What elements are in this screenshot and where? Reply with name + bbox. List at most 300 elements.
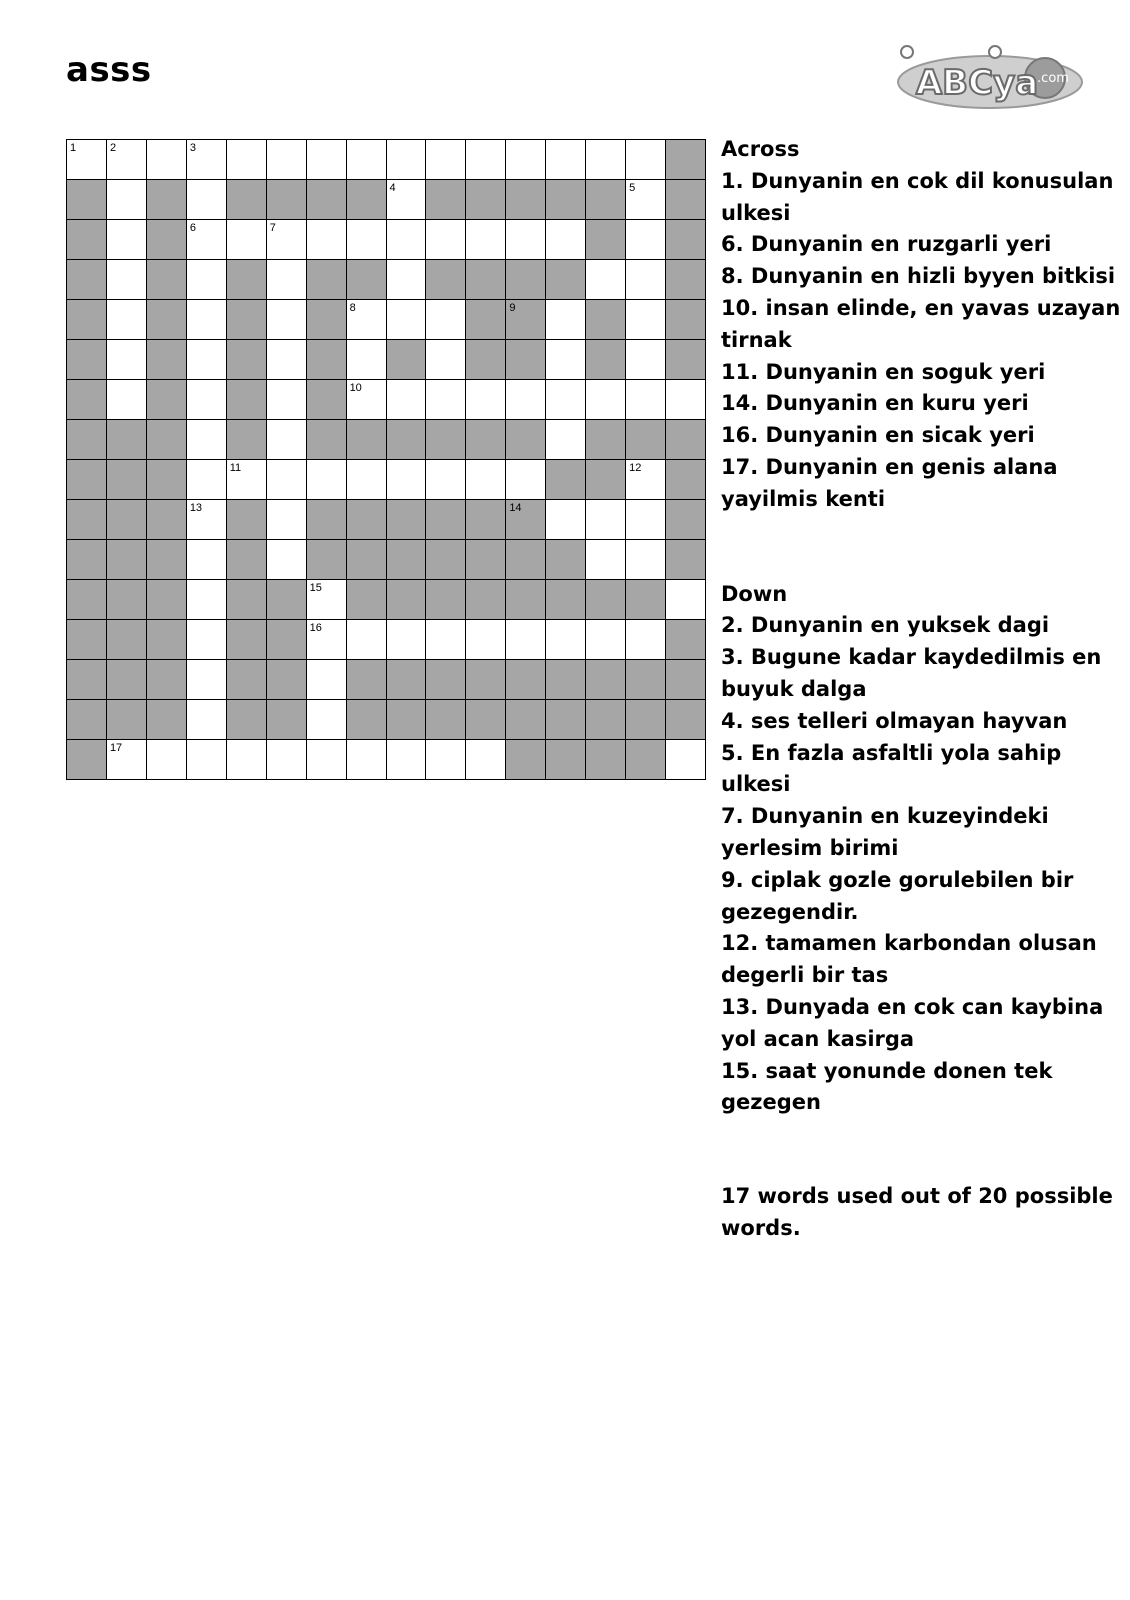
crossword-grid xyxy=(66,139,706,780)
down-clue: 13. Dunyada en cok can kaybina yol acan kasirga xyxy=(721,994,1104,1051)
logo-text: ABCya xyxy=(915,63,1039,103)
grid-cell-blocked xyxy=(586,220,626,260)
grid-cell[interactable] xyxy=(307,140,347,180)
grid-cell[interactable] xyxy=(307,740,347,780)
grid-cell[interactable] xyxy=(227,140,267,180)
grid-cell[interactable] xyxy=(107,300,147,340)
grid-cell[interactable] xyxy=(267,460,307,500)
across-clue: 10. insan elinde, en yavas uzayan tirnak xyxy=(721,295,1121,352)
grid-cell-blocked xyxy=(666,660,706,700)
grid-cell[interactable] xyxy=(546,340,586,380)
across-clue: 6. Dunyanin en ruzgarli yeri xyxy=(721,232,1052,257)
grid-cell[interactable] xyxy=(506,460,546,500)
grid-cell[interactable] xyxy=(387,180,427,220)
grid-cell[interactable] xyxy=(626,460,666,500)
grid-cell-blocked xyxy=(666,340,706,380)
grid-cell-blocked xyxy=(506,340,546,380)
grid-cell[interactable] xyxy=(506,380,546,420)
grid-cell[interactable] xyxy=(267,380,307,420)
grid-cell[interactable] xyxy=(626,340,666,380)
grid-cell[interactable] xyxy=(426,340,466,380)
grid-cell-blocked xyxy=(586,340,626,380)
grid-cell-blocked xyxy=(626,580,666,620)
grid-cell[interactable] xyxy=(187,460,227,500)
grid-cell-blocked xyxy=(387,340,427,380)
grid-cell[interactable] xyxy=(187,500,227,540)
grid-cell-blocked xyxy=(147,620,187,660)
grid-cell-blocked xyxy=(227,500,267,540)
page-title: asss xyxy=(66,50,152,90)
cell-number: 1 xyxy=(70,142,77,154)
grid-cell-blocked xyxy=(307,420,347,460)
grid-cell-blocked xyxy=(546,460,586,500)
grid-cell[interactable] xyxy=(586,540,626,580)
grid-cell-blocked xyxy=(147,380,187,420)
grid-cell-blocked xyxy=(307,180,347,220)
grid-cell-blocked xyxy=(67,500,107,540)
word-count-summary: 17 words used out of 20 possible words. xyxy=(721,1184,1113,1240)
grid-cell-blocked xyxy=(626,740,666,780)
grid-cell-blocked xyxy=(267,180,307,220)
down-clue: 4. ses telleri olmayan hayvan xyxy=(721,708,1068,733)
grid-cell-blocked xyxy=(67,540,107,580)
grid-cell[interactable] xyxy=(586,380,626,420)
grid-cell[interactable] xyxy=(466,460,506,500)
grid-cell-blocked xyxy=(67,580,107,620)
grid-cell[interactable] xyxy=(267,300,307,340)
grid-cell-blocked xyxy=(147,660,187,700)
grid-cell[interactable] xyxy=(426,620,466,660)
grid-cell-blocked xyxy=(546,700,586,740)
grid-cell-blocked xyxy=(586,580,626,620)
grid-cell[interactable] xyxy=(626,500,666,540)
across-clue: 8. Dunyanin en hizli byyen bitkisi xyxy=(721,264,1116,289)
cell-number: 7 xyxy=(269,222,276,234)
grid-cell-blocked xyxy=(426,700,466,740)
grid-cell[interactable] xyxy=(347,300,387,340)
grid-cell-blocked xyxy=(147,700,187,740)
grid-cell-blocked xyxy=(626,660,666,700)
cell-number: 8 xyxy=(349,302,356,314)
grid-cell-blocked xyxy=(227,700,267,740)
grid-cell-blocked xyxy=(147,220,187,260)
grid-cell-blocked xyxy=(67,180,107,220)
grid-cell-blocked xyxy=(227,300,267,340)
down-clue: 12. tamamen karbondan olusan degerli bir tas xyxy=(721,931,1097,988)
across-clue: 17. Dunyanin en genis alana yayilmis kenti xyxy=(721,454,1058,511)
grid-cell-blocked xyxy=(67,460,107,500)
grid-cell-blocked xyxy=(347,420,387,460)
grid-cell-blocked xyxy=(147,580,187,620)
down-clue-list xyxy=(721,610,1121,1119)
grid-cell-blocked xyxy=(107,500,147,540)
grid-cell-blocked xyxy=(267,620,307,660)
grid-cell-blocked xyxy=(546,180,586,220)
grid-cell[interactable] xyxy=(307,700,347,740)
grid-cell-blocked xyxy=(67,420,107,460)
grid-cell-blocked xyxy=(307,380,347,420)
grid-cell[interactable] xyxy=(466,140,506,180)
across-clue-list xyxy=(721,166,1121,516)
grid-cell-blocked xyxy=(626,420,666,460)
grid-cell[interactable] xyxy=(267,220,307,260)
grid-cell[interactable] xyxy=(347,380,387,420)
grid-cell[interactable] xyxy=(267,260,307,300)
grid-cell[interactable] xyxy=(187,140,227,180)
grid-cell[interactable] xyxy=(307,460,347,500)
grid-cell-blocked xyxy=(107,660,147,700)
grid-cell-blocked xyxy=(67,300,107,340)
abcya-logo xyxy=(895,42,1085,112)
grid-cell[interactable] xyxy=(666,580,706,620)
grid-cell[interactable] xyxy=(187,660,227,700)
grid-cell[interactable] xyxy=(187,580,227,620)
grid-cell-blocked xyxy=(67,260,107,300)
grid-cell[interactable] xyxy=(107,340,147,380)
grid-cell[interactable] xyxy=(267,140,307,180)
grid-cell-blocked xyxy=(227,580,267,620)
grid-cell-blocked xyxy=(466,420,506,460)
grid-cell-blocked xyxy=(666,620,706,660)
grid-cell-blocked xyxy=(466,500,506,540)
grid-cell[interactable] xyxy=(506,140,546,180)
cell-number: 17 xyxy=(109,742,123,754)
grid-cell[interactable] xyxy=(347,220,387,260)
grid-cell-blocked xyxy=(387,420,427,460)
grid-cell-blocked xyxy=(426,660,466,700)
grid-cell-blocked xyxy=(466,540,506,580)
grid-cell-blocked xyxy=(347,180,387,220)
grid-cell[interactable] xyxy=(387,620,427,660)
grid-cell[interactable] xyxy=(666,740,706,780)
grid-cell[interactable] xyxy=(107,140,147,180)
grid-cell-blocked xyxy=(227,340,267,380)
grid-cell[interactable] xyxy=(387,380,427,420)
grid-cell-blocked xyxy=(466,260,506,300)
grid-cell[interactable] xyxy=(387,140,427,180)
grid-cell-blocked xyxy=(307,340,347,380)
grid-cell-blocked xyxy=(666,300,706,340)
grid-cell[interactable] xyxy=(426,140,466,180)
grid-cell-blocked xyxy=(387,660,427,700)
across-clue: 14. Dunyanin en kuru yeri xyxy=(721,391,1029,416)
grid-cell-blocked xyxy=(466,300,506,340)
grid-cell-blocked xyxy=(107,420,147,460)
grid-cell[interactable] xyxy=(147,740,187,780)
grid-cell[interactable] xyxy=(387,740,427,780)
grid-cell-blocked xyxy=(506,420,546,460)
cell-number: 12 xyxy=(629,462,642,474)
grid-cell[interactable] xyxy=(626,180,666,220)
grid-cell-blocked xyxy=(546,580,586,620)
grid-cell[interactable] xyxy=(187,260,227,300)
grid-cell-blocked xyxy=(387,500,427,540)
grid-cell-blocked xyxy=(586,460,626,500)
grid-cell-blocked xyxy=(586,740,626,780)
grid-cell-blocked xyxy=(666,260,706,300)
grid-cell[interactable] xyxy=(466,380,506,420)
grid-cell[interactable] xyxy=(626,140,666,180)
grid-cell-blocked xyxy=(147,300,187,340)
grid-cell-blocked xyxy=(267,700,307,740)
grid-cell-blocked xyxy=(227,540,267,580)
grid-cell-blocked xyxy=(227,260,267,300)
grid-cell-blocked xyxy=(67,220,107,260)
grid-cell[interactable] xyxy=(187,180,227,220)
grid-cell-blocked xyxy=(586,180,626,220)
down-heading: Down xyxy=(721,581,788,606)
grid-cell[interactable] xyxy=(187,380,227,420)
grid-cell[interactable] xyxy=(187,700,227,740)
grid-cell[interactable] xyxy=(227,740,267,780)
grid-cell-blocked xyxy=(67,700,107,740)
grid-cell-blocked xyxy=(307,540,347,580)
grid-cell-blocked xyxy=(147,500,187,540)
grid-cell-blocked xyxy=(426,180,466,220)
grid-cell[interactable] xyxy=(307,620,347,660)
grid-cell[interactable] xyxy=(107,180,147,220)
grid-cell-blocked xyxy=(347,540,387,580)
grid-cell-blocked xyxy=(506,540,546,580)
grid-cell-blocked xyxy=(506,500,546,540)
grid-cell[interactable] xyxy=(506,620,546,660)
grid-cell[interactable] xyxy=(187,340,227,380)
grid-cell[interactable] xyxy=(626,220,666,260)
grid-cell-blocked xyxy=(147,340,187,380)
grid-cell-blocked xyxy=(666,140,706,180)
across-heading: Across xyxy=(721,137,800,161)
logo-suffix: .com xyxy=(1037,71,1069,86)
grid-cell[interactable] xyxy=(387,260,427,300)
grid-cell-blocked xyxy=(267,580,307,620)
grid-cell-blocked xyxy=(107,460,147,500)
grid-cell-blocked xyxy=(107,700,147,740)
grid-cell[interactable] xyxy=(586,140,626,180)
grid-cell-blocked xyxy=(107,540,147,580)
grid-cell-blocked xyxy=(466,180,506,220)
grid-cell-blocked xyxy=(586,660,626,700)
grid-cell[interactable] xyxy=(546,500,586,540)
grid-cell[interactable] xyxy=(107,260,147,300)
grid-cell-blocked xyxy=(506,700,546,740)
grid-cell-blocked xyxy=(147,180,187,220)
cell-number: 5 xyxy=(629,182,636,194)
grid-cell-blocked xyxy=(227,420,267,460)
grid-cell-blocked xyxy=(666,540,706,580)
grid-cell[interactable] xyxy=(506,220,546,260)
grid-cell[interactable] xyxy=(426,460,466,500)
grid-cell-blocked xyxy=(586,420,626,460)
grid-cell[interactable] xyxy=(187,540,227,580)
grid-cell-blocked xyxy=(426,500,466,540)
grid-cell[interactable] xyxy=(586,260,626,300)
grid-cell-blocked xyxy=(387,700,427,740)
grid-cell-blocked xyxy=(426,260,466,300)
grid-cell-blocked xyxy=(666,500,706,540)
grid-cell-blocked xyxy=(466,580,506,620)
grid-cell[interactable] xyxy=(187,300,227,340)
grid-cell-blocked xyxy=(307,300,347,340)
grid-cell-blocked xyxy=(586,300,626,340)
clue-panel xyxy=(721,134,1121,1245)
grid-cell-blocked xyxy=(666,460,706,500)
grid-cell[interactable] xyxy=(626,540,666,580)
grid-cell[interactable] xyxy=(626,260,666,300)
grid-cell-blocked xyxy=(347,700,387,740)
grid-cell[interactable] xyxy=(227,460,267,500)
grid-cell[interactable] xyxy=(347,460,387,500)
grid-cell[interactable] xyxy=(347,340,387,380)
grid-cell[interactable] xyxy=(387,300,427,340)
grid-cell[interactable] xyxy=(107,220,147,260)
grid-cell[interactable] xyxy=(426,740,466,780)
grid-cell-blocked xyxy=(666,180,706,220)
grid-cell-blocked xyxy=(347,500,387,540)
grid-cell[interactable] xyxy=(546,300,586,340)
grid-cell-blocked xyxy=(546,660,586,700)
cell-number: 6 xyxy=(189,222,196,234)
grid-cell-blocked xyxy=(147,460,187,500)
across-clue: 1. Dunyanin en cok dil konusulan ulkesi xyxy=(721,168,1114,225)
grid-cell-blocked xyxy=(307,500,347,540)
grid-cell-blocked xyxy=(626,700,666,740)
grid-cell[interactable] xyxy=(187,620,227,660)
grid-cell-blocked xyxy=(506,660,546,700)
grid-cell-blocked xyxy=(267,660,307,700)
cell-number: 3 xyxy=(189,142,196,154)
grid-cell[interactable] xyxy=(626,380,666,420)
grid-cell[interactable] xyxy=(387,220,427,260)
cell-number: 4 xyxy=(389,182,396,194)
grid-cell[interactable] xyxy=(347,740,387,780)
grid-cell-blocked xyxy=(67,740,107,780)
down-clue: 15. saat yonunde donen tek gezegen xyxy=(721,1058,1053,1115)
grid-cell[interactable] xyxy=(267,340,307,380)
grid-cell-blocked xyxy=(227,380,267,420)
grid-cell[interactable] xyxy=(666,380,706,420)
grid-cell[interactable] xyxy=(347,620,387,660)
grid-cell-blocked xyxy=(546,740,586,780)
grid-cell-blocked xyxy=(506,180,546,220)
grid-cell-blocked xyxy=(466,700,506,740)
grid-cell-blocked xyxy=(506,580,546,620)
grid-cell-blocked xyxy=(107,580,147,620)
cell-number: 10 xyxy=(349,382,362,394)
down-clue: 5. En fazla asfaltli yola sahip ulkesi xyxy=(721,740,1062,797)
across-clue: 16. Dunyanin en sicak yeri xyxy=(721,423,1035,448)
grid-cell[interactable] xyxy=(307,660,347,700)
grid-cell[interactable] xyxy=(426,220,466,260)
grid-cell[interactable] xyxy=(307,220,347,260)
grid-cell-blocked xyxy=(147,540,187,580)
grid-cell[interactable] xyxy=(626,620,666,660)
grid-cell[interactable] xyxy=(546,140,586,180)
grid-cell[interactable] xyxy=(267,540,307,580)
cell-number: 11 xyxy=(229,462,242,474)
grid-cell-blocked xyxy=(67,620,107,660)
grid-cell-blocked xyxy=(107,620,147,660)
grid-cell[interactable] xyxy=(546,380,586,420)
grid-cell-blocked xyxy=(546,260,586,300)
grid-cell-blocked xyxy=(347,260,387,300)
grid-cell[interactable] xyxy=(147,140,187,180)
down-clue: 2. Dunyanin en yuksek dagi xyxy=(721,613,1050,638)
grid-cell[interactable] xyxy=(107,740,147,780)
grid-cell[interactable] xyxy=(67,140,107,180)
cell-number: 2 xyxy=(109,142,117,154)
grid-cell[interactable] xyxy=(187,420,227,460)
grid-cell[interactable] xyxy=(267,500,307,540)
grid-cell-blocked xyxy=(546,540,586,580)
grid-cell-blocked xyxy=(506,260,546,300)
grid-cell-blocked xyxy=(67,340,107,380)
grid-cell[interactable] xyxy=(466,220,506,260)
cell-number: 9 xyxy=(509,302,516,314)
grid-cell[interactable] xyxy=(546,220,586,260)
grid-cell-blocked xyxy=(227,660,267,700)
cell-number: 15 xyxy=(309,582,322,594)
grid-cell-blocked xyxy=(426,580,466,620)
grid-cell-blocked xyxy=(666,700,706,740)
down-clue: 3. Bugune kadar kaydedilmis en buyuk dalga xyxy=(721,645,1102,701)
grid-cell-blocked xyxy=(227,620,267,660)
across-clue: 11. Dunyanin en soguk yeri xyxy=(721,359,1046,384)
grid-cell-blocked xyxy=(147,420,187,460)
grid-cell-blocked xyxy=(227,180,267,220)
grid-cell[interactable] xyxy=(586,500,626,540)
grid-cell-blocked xyxy=(347,660,387,700)
grid-cell[interactable] xyxy=(307,580,347,620)
down-clue: 7. Dunyanin en kuzeyindeki yerlesim birimi xyxy=(721,804,1049,860)
grid-cell[interactable] xyxy=(267,420,307,460)
grid-cell-blocked xyxy=(506,300,546,340)
grid-cell[interactable] xyxy=(227,220,267,260)
grid-cell[interactable] xyxy=(626,300,666,340)
grid-cell-blocked xyxy=(67,660,107,700)
grid-cell-blocked xyxy=(666,420,706,460)
grid-cell[interactable] xyxy=(426,380,466,420)
grid-cell-blocked xyxy=(586,700,626,740)
grid-cell[interactable] xyxy=(546,420,586,460)
grid-cell[interactable] xyxy=(107,380,147,420)
grid-cell[interactable] xyxy=(426,300,466,340)
grid-cell-blocked xyxy=(147,260,187,300)
cell-number: 16 xyxy=(309,622,322,634)
grid-cell-blocked xyxy=(666,220,706,260)
grid-cell-blocked xyxy=(466,340,506,380)
grid-cell[interactable] xyxy=(546,620,586,660)
grid-cell[interactable] xyxy=(387,460,427,500)
cell-number: 14 xyxy=(509,502,522,514)
grid-cell-blocked xyxy=(426,540,466,580)
grid-cell-blocked xyxy=(387,540,427,580)
grid-cell[interactable] xyxy=(466,740,506,780)
grid-cell-blocked xyxy=(466,660,506,700)
grid-cell[interactable] xyxy=(187,220,227,260)
grid-cell[interactable] xyxy=(267,740,307,780)
grid-cell-blocked xyxy=(387,580,427,620)
down-clue: 9. ciplak gozle gorulebilen bir gezegendir. xyxy=(721,867,1074,924)
grid-cell-blocked xyxy=(67,380,107,420)
grid-cell[interactable] xyxy=(187,740,227,780)
grid-cell[interactable] xyxy=(347,140,387,180)
cell-number: 13 xyxy=(189,502,203,514)
grid-cell-blocked xyxy=(347,580,387,620)
grid-cell[interactable] xyxy=(586,620,626,660)
grid-cell[interactable] xyxy=(466,620,506,660)
grid-cell-blocked xyxy=(426,420,466,460)
grid-cell-blocked xyxy=(506,740,546,780)
